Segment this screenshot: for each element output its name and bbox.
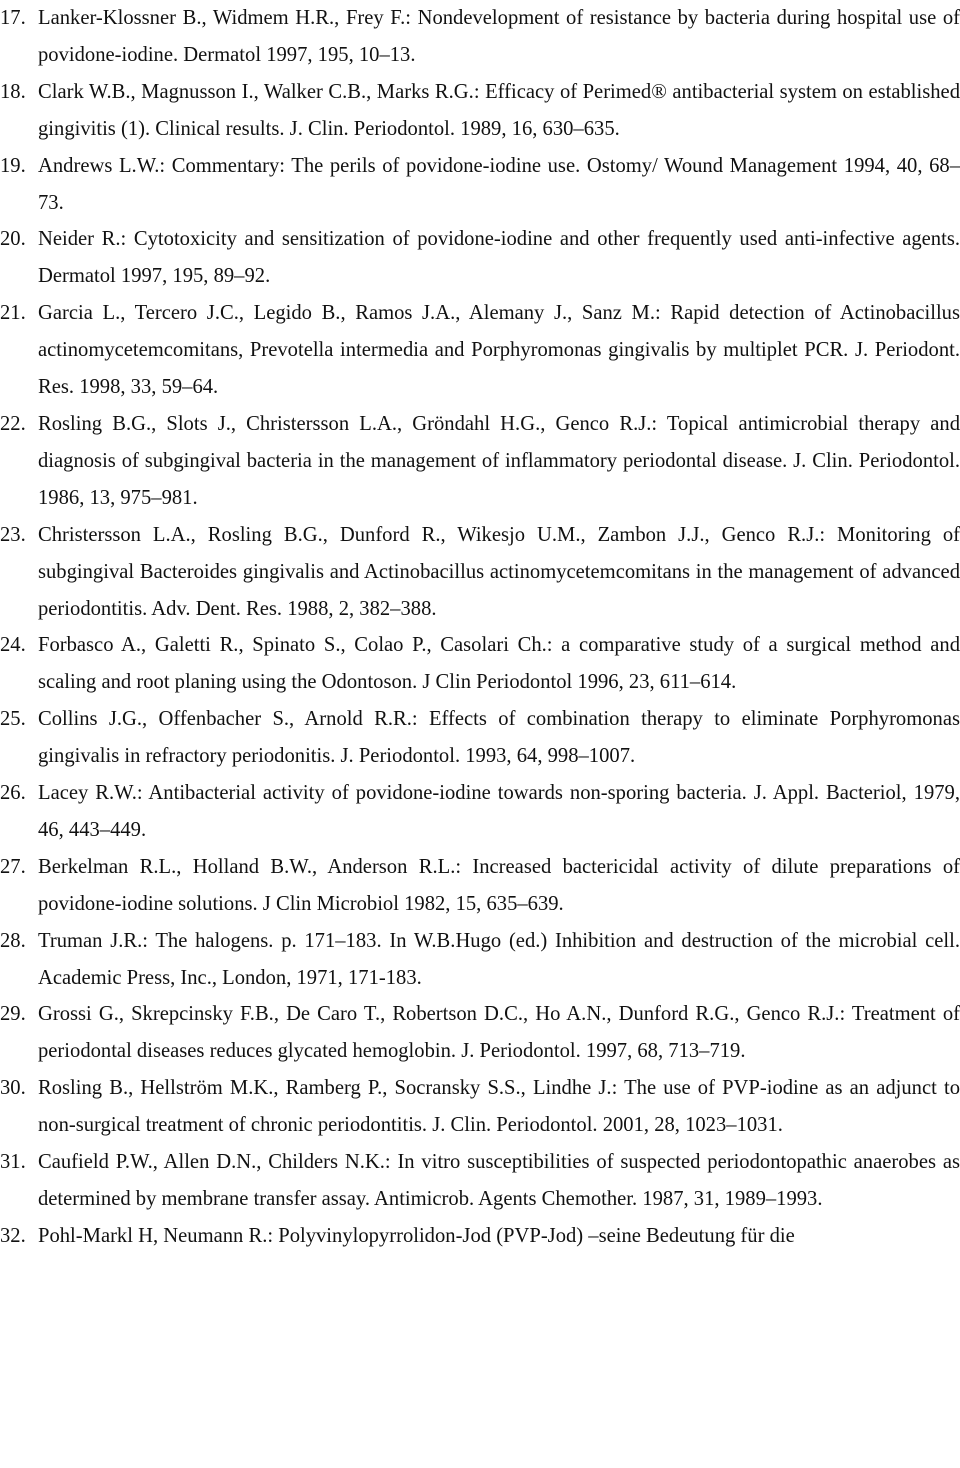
reference-number: 30. bbox=[0, 1077, 26, 1100]
reference-item bbox=[0, 923, 960, 997]
reference-number: 26. bbox=[0, 782, 26, 805]
reference-text: Grossi G., Skrepcinsky F.B., De Caro T., Robertson D.C., Ho A.N., Dunford R.G., Genco R.J.: Treatment of periodontal diseases reduces glycated hemoglobin. J. Periodontol. 1997, 68, 713–719. bbox=[38, 1003, 960, 1063]
reference-text: Collins J.G., Offenbacher S., Arnold R.R.: Effects of combination therapy to eliminate Porphyromonas gingivalis in refractory periodonitis. J. Periodontol. 1993, 64, 998–1007. bbox=[38, 708, 960, 768]
reference-number: 23. bbox=[0, 523, 26, 546]
reference-text: Christersson L.A., Rosling B.G., Dunford R., Wikesjo U.M., Zambon J.J., Genco R.J.: Monitoring of subgingival Bacteroides gingivalis and Actinobacillus actinomycetemcomitans in the management of advanced periodontitis. Adv. Dent. Res. 1988, 2, 382–388. bbox=[38, 523, 960, 620]
reference-number: 17. bbox=[0, 7, 26, 29]
reference-text: Berkelman R.L., Holland B.W., Anderson R.L.: Increased bactericidal activity of dilute preparations of povidone-iodine solutions. J Clin Microbiol 1982, 15, 635–639. bbox=[38, 855, 960, 915]
reference-text: Pohl-Markl H, Neumann R.: Polyvinylopyrrolidon-Jod (PVP-Jod) –seine Bedeutung für die bbox=[38, 1224, 795, 1247]
reference-item bbox=[0, 775, 960, 849]
reference-number: 28. bbox=[0, 929, 26, 952]
reference-item bbox=[0, 221, 960, 295]
reference-text: Andrews L.W.: Commentary: The perils of povidone-iodine use. Ostomy/ Wound Management 1994, 40, 68–73. bbox=[38, 154, 960, 214]
reference-text: Caufield P.W., Allen D.N., Childers N.K.: In vitro susceptibilities of suspected periodontopathic anaerobes as determined by membrane transfer assay. Antimicrob. Agents Chemother. 1987, 31, 1989–1993. bbox=[38, 1151, 960, 1210]
reference-item bbox=[0, 996, 960, 1070]
reference-number: 29. bbox=[0, 1003, 26, 1026]
reference-item bbox=[0, 849, 960, 923]
reference-number: 21. bbox=[0, 302, 26, 325]
reference-text: Rosling B.G., Slots J., Christersson L.A., Gröndahl H.G., Genco R.J.: Topical antimicrobial therapy and diagnosis of subgingival bacteria in the management of inflammatory periodontal disease. J. Clin. Periodontol. 1986, 13, 975–981. bbox=[38, 412, 960, 509]
reference-item bbox=[0, 148, 960, 222]
reference-text: Neider R.: Cytotoxicity and sensitization of povidone-iodine and other frequently used anti-infective agents. Dermatol 1997, 195, 89–92. bbox=[38, 228, 960, 288]
reference-text: Lanker-Klossner B., Widmem H.R., Frey F.: Nondevelopment of resistance by bacteria during hospital use of povidone-iodine. Dermatol 1997, 195, 10–13. bbox=[38, 7, 960, 66]
reference-item bbox=[0, 406, 960, 517]
reference-text: Lacey R.W.: Antibacterial activity of povidone-iodine towards non-sporing bacteria. J. Appl. Bacteriol, 1979, 46, 443–449. bbox=[38, 782, 960, 841]
reference-text: Rosling B., Hellström M.K., Ramberg P., Socransky S.S., Lindhe J.: The use of PVP-iodine as an adjunct to non-surgical treatment of chronic periodontitis. J. Clin. Periodontol. 2001, 28, 1023–1031. bbox=[38, 1077, 960, 1137]
reference-number: 18. bbox=[0, 80, 26, 103]
reference-number: 25. bbox=[0, 708, 26, 731]
reference-item bbox=[0, 1218, 960, 1255]
reference-item bbox=[0, 517, 960, 628]
reference-item bbox=[0, 701, 960, 775]
reference-item bbox=[0, 295, 960, 406]
reference-text: Forbasco A., Galetti R., Spinato S., Colao P., Casolari Ch.: a comparative study of a surgical method and scaling and root planing using the Odontoson. J Clin Periodontol 1996, 23, 611–614. bbox=[38, 634, 960, 694]
reference-item bbox=[0, 0, 960, 74]
reference-number: 31. bbox=[0, 1151, 26, 1174]
reference-text: Truman J.R.: The halogens. p. 171–183. In W.B.Hugo (ed.) Inhibition and destruction of the microbial cell. Academic Press, Inc., London, 1971, 171-183. bbox=[38, 929, 960, 989]
reference-number: 20. bbox=[0, 228, 26, 251]
reference-number: 22. bbox=[0, 412, 26, 435]
reference-number: 27. bbox=[0, 855, 26, 878]
reference-number: 24. bbox=[0, 634, 26, 657]
reference-item bbox=[0, 627, 960, 701]
reference-text: Garcia L., Tercero J.C., Legido B., Ramos J.A., Alemany J., Sanz M.: Rapid detection of Actinobacillus actinomycetemcomitans, Prevotella intermedia and Porphyromonas gingivalis by multiplet PCR. J. Periodont. Res. 1998, 33, 59–64. bbox=[38, 302, 960, 399]
reference-text: Clark W.B., Magnusson I., Walker C.B., Marks R.G.: Efficacy of Perimed® antibacterial system on established gingivitis (1). Clinical results. J. Clin. Periodontol. 1989, 16, 630–635. bbox=[38, 80, 960, 140]
reference-item bbox=[0, 74, 960, 148]
reference-number: 19. bbox=[0, 154, 26, 177]
reference-number: 32. bbox=[0, 1224, 26, 1247]
reference-item bbox=[0, 1144, 960, 1218]
reference-item bbox=[0, 1070, 960, 1144]
